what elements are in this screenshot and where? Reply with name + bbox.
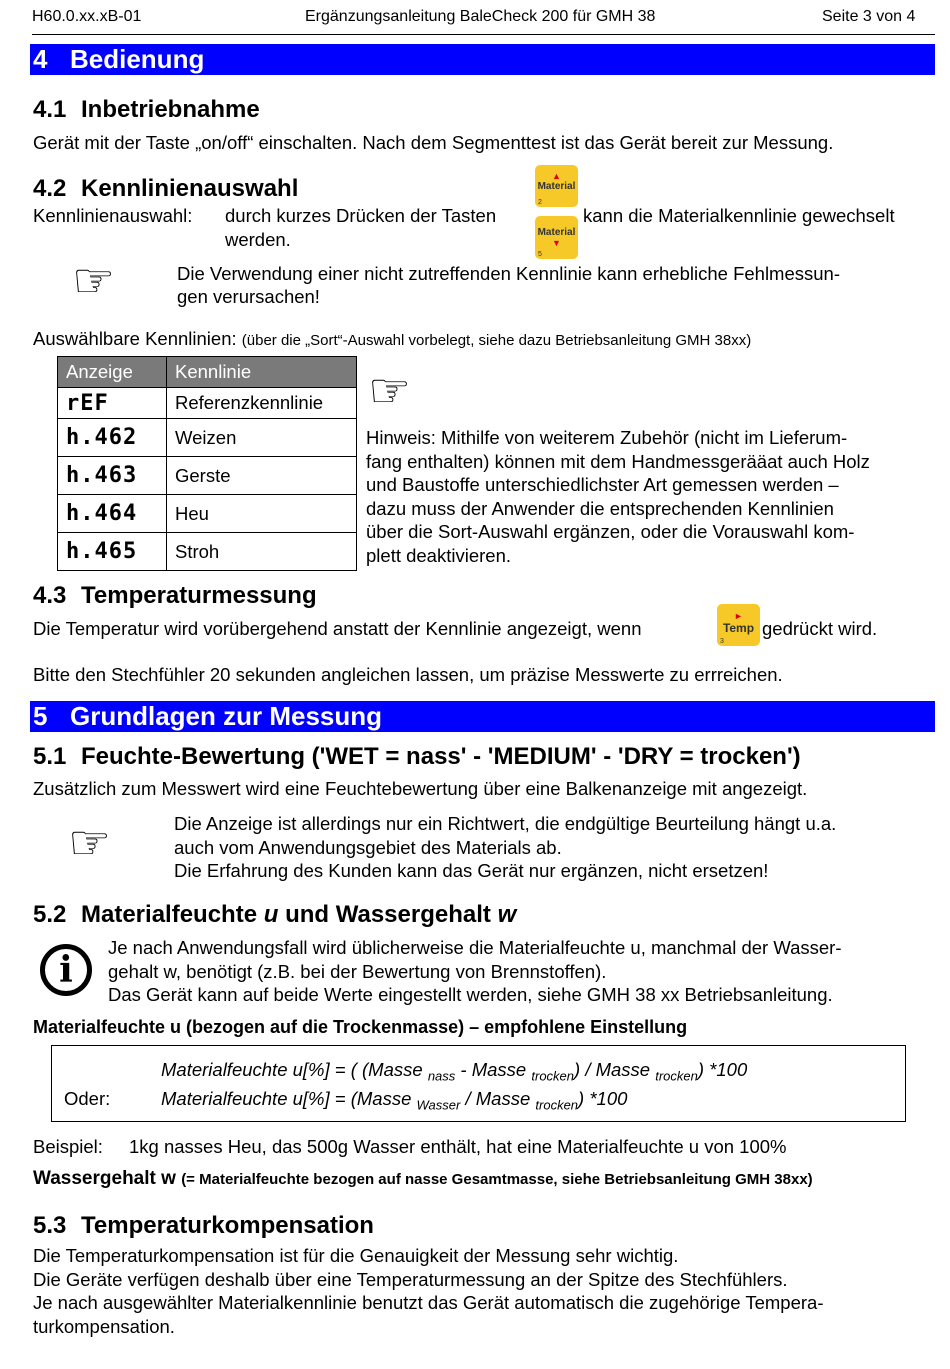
temp-key: ► Temp 3 xyxy=(717,604,760,646)
table-row xyxy=(58,388,357,419)
kennlinie-label: Kennlinienauswahl: xyxy=(33,205,193,226)
pointing-hand-icon: ☞ xyxy=(72,255,116,308)
table-header-curve: Kennlinie xyxy=(167,357,357,388)
kennlinie-text-b: kann die Materialkennlinie gewechselt xyxy=(583,205,895,226)
curve-name: Heu xyxy=(167,495,357,533)
kennlinie-warning-2: gen verursachen! xyxy=(177,286,320,307)
table-row xyxy=(58,495,357,533)
section-5-2-subhead: Materialfeuchte u (bezogen auf die Trockenmasse) – empfohlene Einstellung xyxy=(33,1017,688,1037)
section-5-1-heading: 5.1 Feuchte-Bewertung ('WET = nass' - 'MEDIUM' - 'DRY = trocken') xyxy=(33,743,801,770)
header-rule xyxy=(32,34,935,35)
section-5-heading: 5 Grundlagen zur Messung xyxy=(30,701,935,732)
curve-name: Gerste xyxy=(167,457,357,495)
curve-name: Referenzkennlinie xyxy=(167,388,357,419)
temperature-text-a: Die Temperatur wird vorübergehend anstatt der Kennlinie angezeigt, wenn xyxy=(33,618,642,639)
curves-table xyxy=(57,356,357,571)
section-4-3-heading: 4.3 Temperaturmessung xyxy=(33,582,317,609)
arrow-down-icon: ▼ xyxy=(552,238,561,248)
example-text: 1kg nasses Heu, das 500g Wasser enthält, hat eine Materialfeuchte u von 100% xyxy=(129,1136,787,1157)
display-value: h.463 xyxy=(58,457,167,495)
info-icon: i xyxy=(40,944,92,996)
curve-name: Stroh xyxy=(167,533,357,571)
table-header-display: Anzeige xyxy=(58,357,167,388)
display-value: h.465 xyxy=(58,533,167,571)
material-down-key: Material ▼ 5 xyxy=(535,216,578,259)
temperature-text-2: Bitte den Stechfühler 20 sekunden angleichen lassen, um präzise Messwerte zu errreichen. xyxy=(33,664,783,685)
section-4-2-heading: 4.2 Kennlinienauswahl xyxy=(33,175,299,202)
page-number: Seite 3 von 4 xyxy=(822,8,916,25)
section-4-1-text: Gerät mit der Taste „on/off“ einschalten. Nach dem Segmenttest ist das Gerät bereit zur Messung. xyxy=(33,132,834,153)
kennlinie-warning-1: Die Verwendung einer nicht zutreffenden Kennlinie kann erhebliche Fehlmessun- xyxy=(177,263,840,284)
table-row xyxy=(58,419,357,457)
hint-block: Hinweis: Mithilfe von weiterem Zubehör (nicht im Lieferum- fang enthalten) können mit dem Handmessgerääat auch Holz und Baustoffe unterschiedlichster Art gemessen werden – dazu muss der Anwender die entsprechenden Kennlinien über die Sort-Auswahl ergänzen, oder die Vorauswahl kom- plett deaktivieren. xyxy=(366,427,870,566)
example-label: Beispiel: xyxy=(33,1136,103,1157)
section-5-1-note: Die Anzeige ist allerdings nur ein Richtwert, die endgültige Beurteilung hängt u.a. auch vom Anwendungsgebiet des Materials ab. Die Erfahrung des Kunden kann das Gerät nur ergänzen, nicht ersetzen! xyxy=(174,813,837,881)
formula-1: Materialfeuchte u[%] = ( (Masse $_{nass}$ - Masse $_{trocken}$) / Masse $_{trocken}$) *100 xyxy=(161,1059,748,1084)
table-row xyxy=(58,533,357,571)
available-curves-line: Auswählbare Kennlinien: (über die „Sort“-Auswahl vorbelegt, siehe dazu Betriebsanleitung GMH 38xx) xyxy=(33,328,752,349)
display-value: h.462 xyxy=(58,419,167,457)
arrow-right-icon: ► xyxy=(734,611,743,621)
arrow-up-icon: ▲ xyxy=(552,171,561,181)
section-5-1-text: Zusätzlich zum Messwert wird eine Feuchtebewertung über eine Balkenanzeige mit angezeigt. xyxy=(33,778,808,799)
temperature-text-b: gedrückt wird. xyxy=(762,618,878,639)
kennlinie-text-c: werden. xyxy=(225,229,291,250)
water-content-line: Wassergehalt w (= Materialfeuchte bezogen auf nasse Gesamtmasse, siehe Betriebsanleitung GMH 38xx) xyxy=(33,1168,813,1189)
section-4-1-heading: 4.1 Inbetriebnahme xyxy=(33,96,260,123)
formula-oder: Oder: xyxy=(64,1088,111,1109)
kennlinie-text-a: durch kurzes Drücken der Tasten xyxy=(225,205,497,226)
section-4-heading: 4 Bedienung xyxy=(30,44,935,75)
doc-id: H60.0.xx.xB-01 xyxy=(32,8,142,25)
section-5-3-text: Die Temperaturkompensation ist für die Genauigkeit der Messung sehr wichtig. Die Geräte verfügen deshalb über eine Temperaturmessung an der Spitze des Stechfühlers. Je nach ausgewählter Materialkennlinie benutzt das Gerät automatisch die zugehörige Tempera- turkompensation. xyxy=(33,1245,824,1337)
pointing-hand-icon: ☞ xyxy=(68,817,112,870)
section-5-2-info: Je nach Anwendungsfall wird üblicherweise die Materialfeuchte u, manchmal der Wasser- gehalt w, benötigt (z.B. bei der Bewertung von Brennstoffen). Das Gerät kann auf beide Werte eingestellt werden, siehe GMH 38 xx Betriebsanleitung. xyxy=(108,937,842,1005)
material-up-key: ▲ Material 2 xyxy=(535,165,578,207)
pointing-hand-icon: ☞ xyxy=(368,365,412,418)
formula-2: Materialfeuchte u[%] = (Masse $_{Wasser}$ / Masse $_{trocken}$) *100 xyxy=(161,1088,628,1113)
display-value: rEF xyxy=(58,388,167,419)
curve-name: Weizen xyxy=(167,419,357,457)
doc-title: Ergänzungsanleitung BaleCheck 200 für GMH 38 xyxy=(305,8,656,25)
table-row xyxy=(58,457,357,495)
section-5-3-heading: 5.3 Temperaturkompensation xyxy=(33,1212,374,1239)
section-5-2-heading: 5.2 Materialfeuchte u und Wassergehalt w xyxy=(33,901,517,928)
display-value: h.464 xyxy=(58,495,167,533)
